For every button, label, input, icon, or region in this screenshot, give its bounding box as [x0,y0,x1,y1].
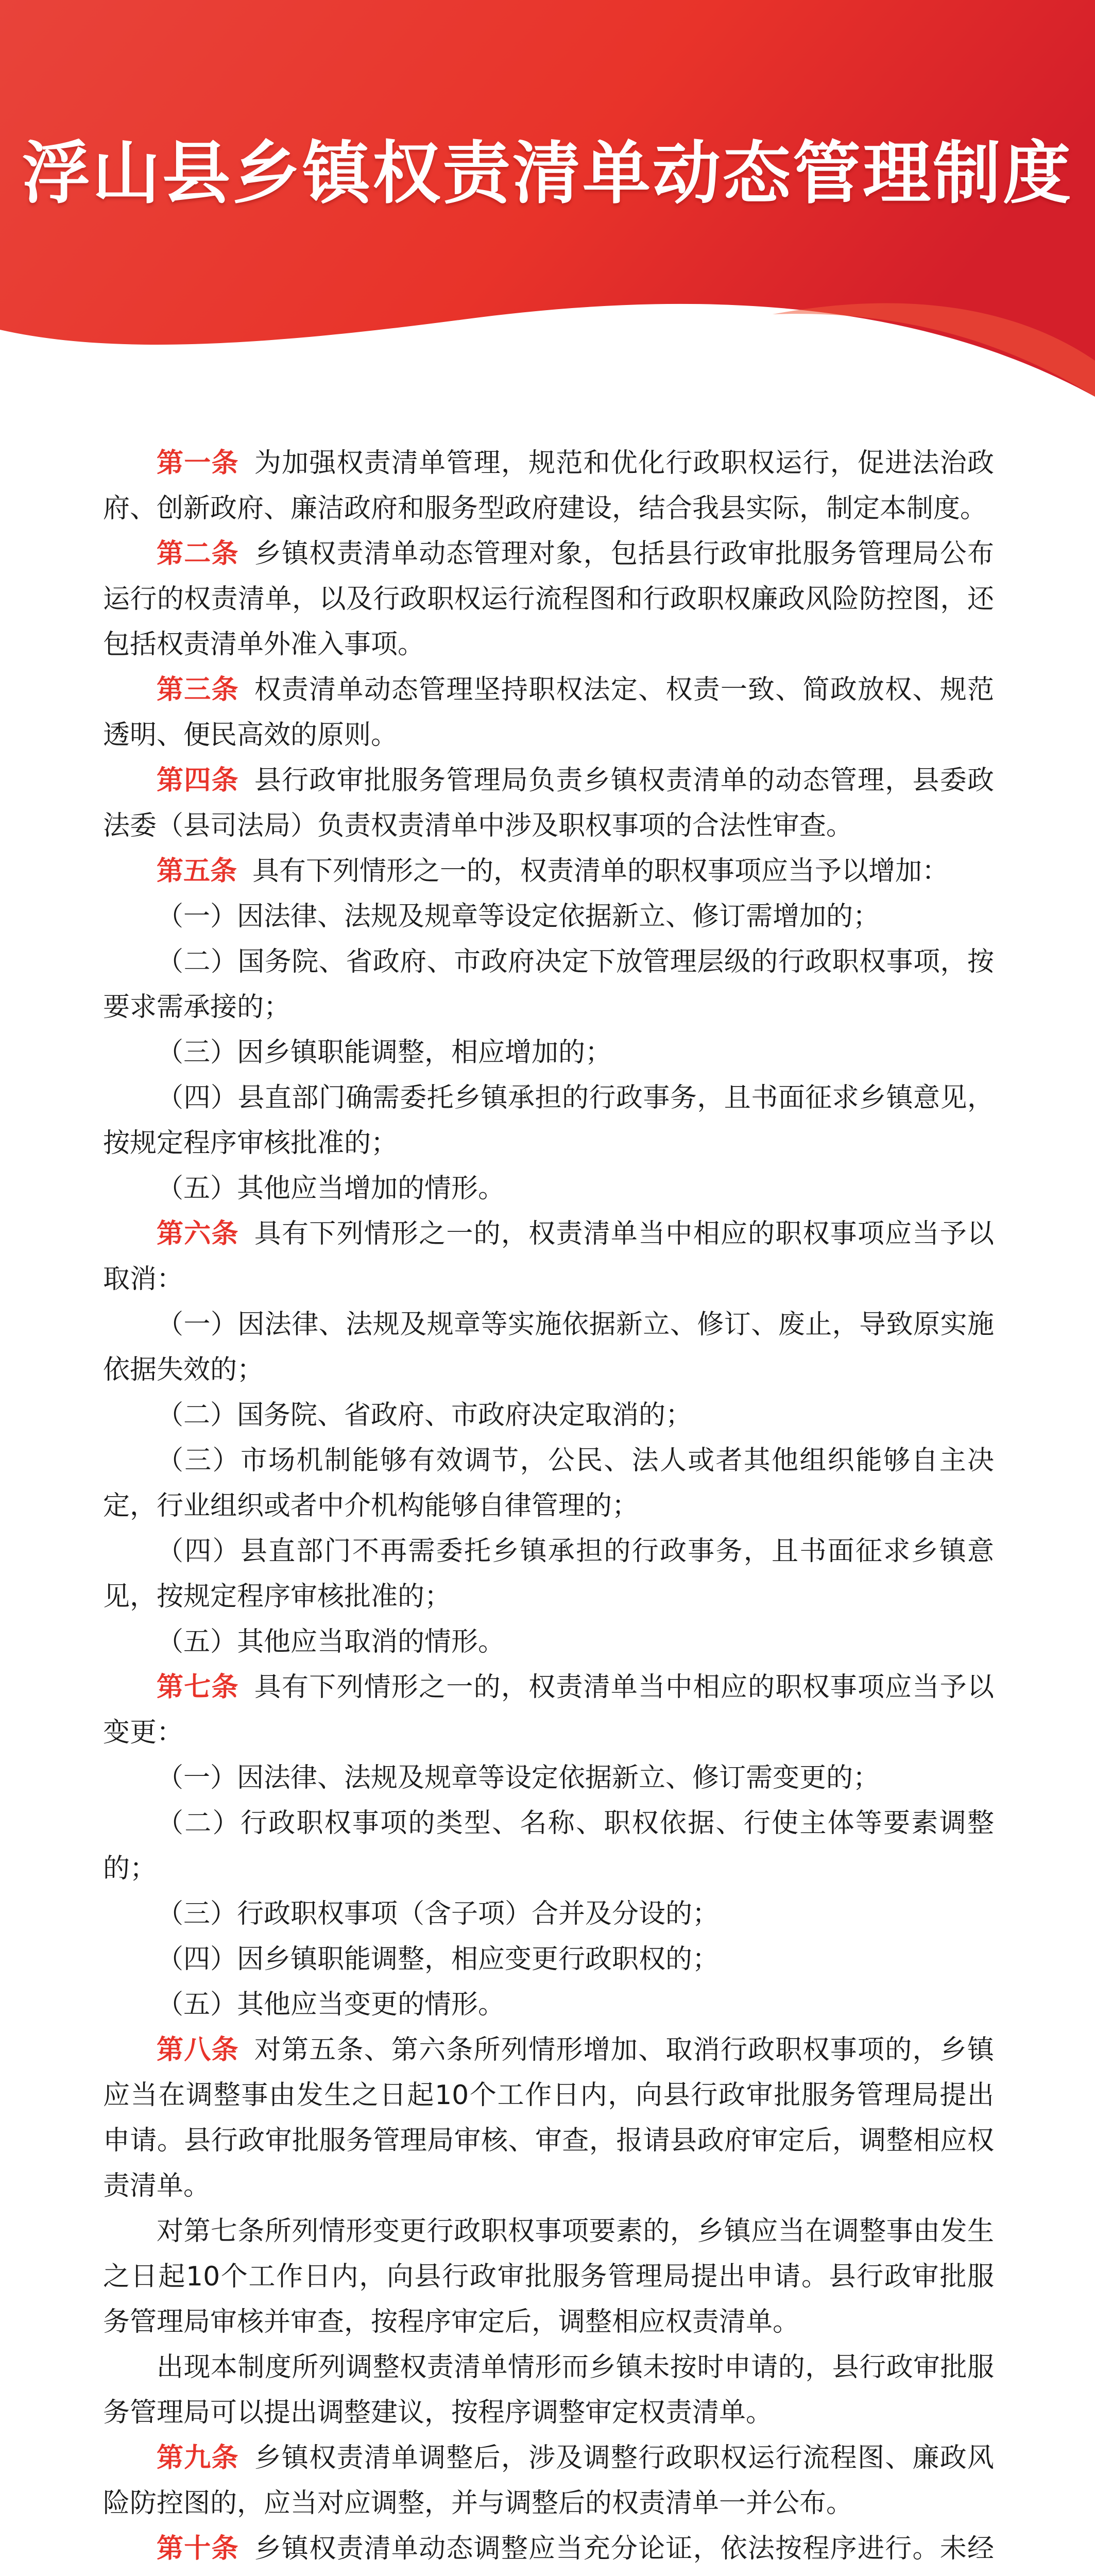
article-paragraph [103,849,994,894]
article-paragraph [103,1665,994,1755]
regulation-body [103,440,994,2576]
clause-paragraph: （二）国务院、省政府、市政府决定取消的； [157,1400,693,1431]
clause-paragraph: （三）市场机制能够有效调节，公民、法人或者其他组织能够自主决定，行业组织或者中介机构能够自律管理的； [103,1445,994,1521]
article-paragraph [103,758,994,849]
clause-paragraph: （四）因乡镇职能调整，相应变更行政职权的； [157,1944,720,1975]
clause-paragraph: （一）因法律、法规及规章等设定依据新立、修订需增加的； [157,901,880,932]
clause-paragraph: 对第七条所列情形变更行政职权事项要素的，乡镇应当在调整事由发生之日起10个工作日内，向县行政审批服务管理局提出申请。县行政审批服务管理局审核并审查，按程序审定后，调整相应权责清单。 [103,2216,994,2337]
clause-paragraph: （五）其他应当变更的情形。 [157,1989,505,2020]
article-text: 乡镇权责清单动态调整应当充分论证，依法按程序进行。未经 [254,2533,994,2564]
article-label: 第一条 [157,448,239,479]
clause-paragraph: （四）县直部门确需委托乡镇承担的行政事务，且书面征求乡镇意见，按规定程序审核批准的； [103,1082,994,1159]
article-text: 具有下列情形之一的，权责清单当中相应的职权事项应当予以取消： [103,1218,994,1295]
clause-paragraph: （一）因法律、法规及规章等设定依据新立、修订需变更的； [157,1762,880,1793]
article-text: 乡镇权责清单调整后，涉及调整行政职权运行流程图、廉政风险防控图的，应当对应调整，并与调整后的权责清单一并公布。 [103,2443,994,2519]
article-label: 第十条 [157,2533,239,2564]
article-label: 第九条 [157,2443,239,2473]
clause-paragraph: （三）因乡镇职能调整，相应增加的； [157,1037,612,1068]
clause-paragraph: 出现本制度所列调整权责清单情形而乡镇未按时申请的，县行政审批服务管理局可以提出调整建议，按程序调整审定权责清单。 [103,2352,994,2428]
article-label: 第八条 [157,2035,239,2065]
page-title: 浮山县乡镇权责清单动态管理制度 [22,134,1073,213]
article-label: 第二条 [157,538,239,569]
article-label: 第七条 [157,1672,239,1703]
clause-paragraph: （五）其他应当增加的情形。 [157,1173,505,1204]
article-paragraph [103,2435,994,2526]
article-paragraph [103,2027,994,2209]
clause-paragraph: （二）行政职权事项的类型、名称、职权依据、行使主体等要素调整的； [103,1808,994,1884]
article-text: 为加强权责清单管理，规范和优化行政职权运行，促进法治政府、创新政府、廉洁政府和服务型政府建设，结合我县实际，制定本制度。 [103,448,994,524]
article-paragraph [103,2526,994,2576]
article-text: 具有下列情形之一的，权责清单当中相应的职权事项应当予以变更： [103,1672,994,1748]
article-text: 县行政审批服务管理局负责乡镇权责清单的动态管理，县委政法委（县司法局）负责权责清单中涉及职权事项的合法性审查。 [103,765,994,841]
article-paragraph [103,1211,994,1302]
article-text: 对第五条、第六条所列情形增加、取消行政职权事项的，乡镇应当在调整事由发生之日起10个工作日内，向县行政审批服务管理局提出申请。县行政审批服务管理局审核、审查，报请县政府审定后，调整相应权责清单。 [103,2035,994,2201]
article-label: 第五条 [157,856,237,887]
clause-paragraph: （四）县直部门不再需委托乡镇承担的行政事务，且书面征求乡镇意见，按规定程序审核批准的； [103,1536,994,1612]
article-paragraph [103,531,994,667]
article-text: 权责清单动态管理坚持职权法定、权责一致、简政放权、规范透明、便民高效的原则。 [103,674,994,751]
clause-paragraph: （三）行政职权事项（含子项）合并及分设的； [157,1899,720,1929]
article-label: 第三条 [157,674,239,705]
article-text: 具有下列情形之一的，权责清单的职权事项应当予以增加： [252,856,949,887]
article-label: 第四条 [157,765,239,796]
clause-paragraph: （二）国务院、省政府、市政府决定下放管理层级的行政职权事项，按要求需承接的； [103,946,994,1023]
clause-paragraph: （一）因法律、法规及规章等实施依据新立、修订、废止，导致原实施依据失效的； [103,1309,994,1385]
article-label: 第六条 [157,1218,239,1249]
article-text: 乡镇权责清单动态管理对象，包括县行政审批服务管理局公布运行的权责清单，以及行政职权运行流程图和行政职权廉政风险防控图，还包括权责清单外准入事项。 [103,538,994,660]
article-paragraph [103,440,994,531]
clause-paragraph: （五）其他应当取消的情形。 [157,1626,505,1657]
article-paragraph [103,667,994,758]
